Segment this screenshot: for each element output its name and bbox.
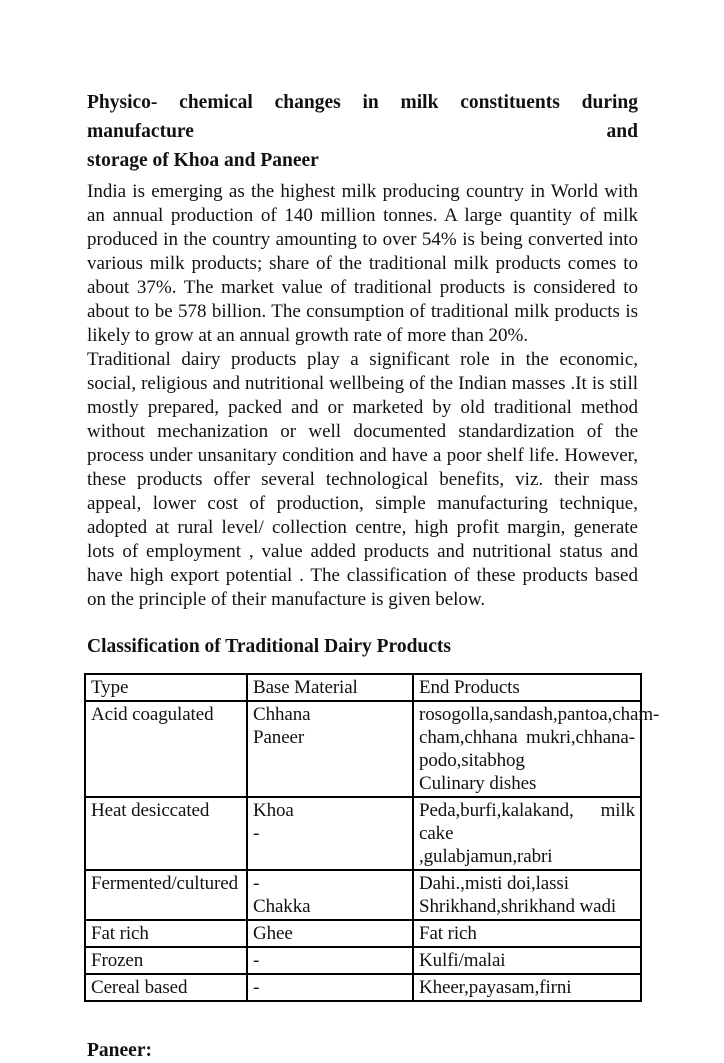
cell-base-material [247,947,413,974]
cell-base-material [247,870,413,920]
paragraph-milk-production: India is emerging as the highest milk producing country in World with an annual production of 140 million tonnes. A large quantity of milk produced in the country amounting to over 54% is being converted into various milk products; share of the traditional milk products comes to about 37%. The market value of traditional products is considered to about to be 578 billion. The consumption of traditional milk products is likely to grow at an annual growth rate of more than 20%. [87,181,638,346]
cell-type: Heat desiccated [85,797,247,870]
cell-line: Chakka [253,896,311,917]
cell-end-products [413,797,641,870]
cell-line: Khoa [253,800,294,821]
cell-line: Kheer,payasam,firni [419,977,572,998]
paneer-heading: Paneer: [87,1040,152,1061]
cell-line: Kulfi/malai [419,950,506,971]
document-title-line-2: storage of Khoa and Paneer [87,150,319,171]
table-row-heat-desiccated [85,797,641,870]
cell-type: Acid coagulated [85,701,247,797]
cell-line: - [253,873,260,894]
table-header-type: Type [85,674,247,701]
cell-end-products [413,920,641,947]
cell-end-products [413,947,641,974]
cell-end-products [413,870,641,920]
cell-end-products [413,974,641,1001]
classification-table [84,673,660,1002]
cell-base-material [247,974,413,1001]
cell-line: Shrikhand,shrikhand wadi [419,896,617,917]
cell-line: Peda,burfi,kalakand, milk cake [419,800,635,844]
cell-type: Fermented/cultured [85,870,247,920]
cell-line: Fat rich [419,923,477,944]
table-row-frozen [85,947,641,974]
cell-base-material [247,797,413,870]
cell-line: Dahi.,misti doi,lassi [419,873,569,894]
table-row-fermented-cultured [85,870,641,920]
table-header-row [85,674,641,701]
cell-line: rosogolla,sandash,pantoa,cham- [419,704,660,725]
cell-type: Fat rich [85,920,247,947]
cell-line: - [253,823,260,844]
table-header-base-material: Base Material [247,674,413,701]
cell-line: podo,sitabhog [419,750,525,771]
table-row-cereal-based [85,974,641,1001]
cell-type: Frozen [85,947,247,974]
cell-line: cham,chhana mukri,chhana- [419,727,635,748]
cell-type: Cereal based [85,974,247,1001]
section-heading-classification: Classification of Traditional Dairy Products [87,636,452,657]
table-row-acid-coagulated [85,701,641,797]
table-header-end-products: End Products [413,674,641,701]
cell-line: ,gulabjamun,rabri [419,846,553,867]
paragraph-traditional-dairy: Traditional dairy products play a significant role in the economic, social, religious and nutritional wellbeing of the Indian masses .It is still mostly prepared, packed and or marketed by old traditional method without mechanization or well documented standardization of the process under unsanitary condition and have a poor shelf life. However, these products offer several technological benefits, viz. their mass appeal, lower cost of production, simple manufacturing technique, adopted at rural level/ collection centre, high profit margin, generate lots of employment , value added products and nutritional status and have high export potential . The classification of these products based on the principle of their manufacture is given below. [87,349,638,610]
cell-line: Ghee [253,923,293,944]
document-title [87,88,638,175]
cell-line: Culinary dishes [419,773,537,794]
table-row-fat-rich [85,920,641,947]
cell-line: - [253,950,260,971]
cell-line: Chhana [253,704,311,725]
cell-base-material [247,920,413,947]
cell-end-products [413,701,660,797]
cell-line: Paneer [253,727,305,748]
document-title-line-1: Physico- chemical changes in milk constituents during manufacture and [87,92,638,142]
cell-line: - [253,977,260,998]
cell-base-material [247,701,413,797]
